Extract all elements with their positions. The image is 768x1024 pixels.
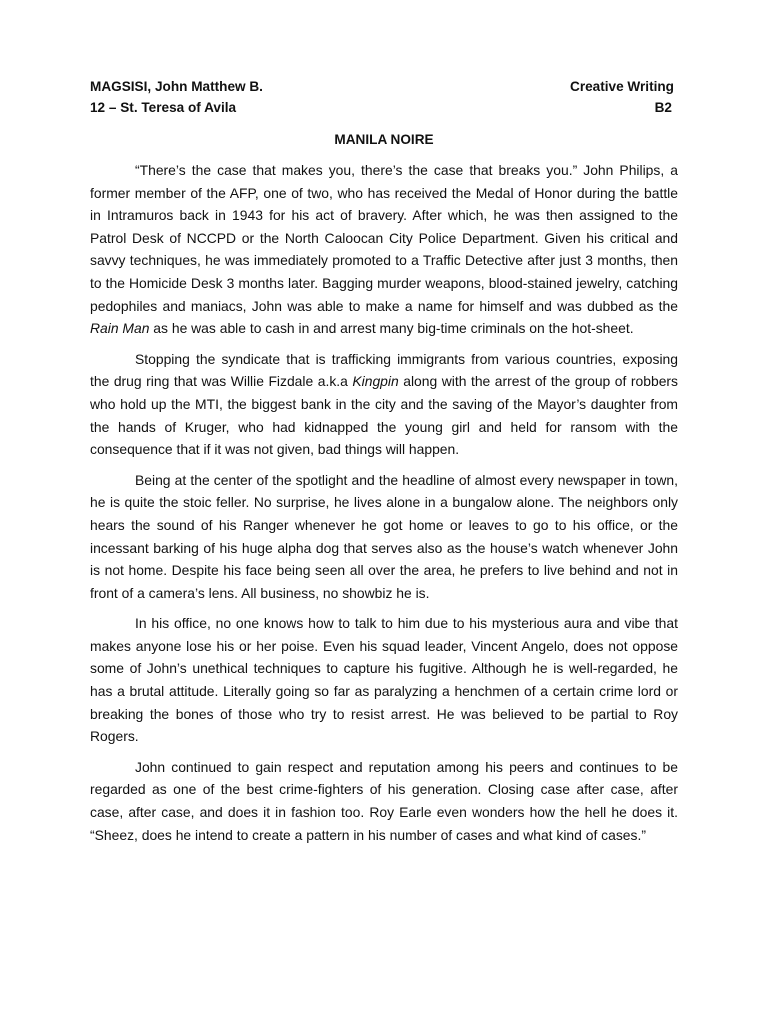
document-page [90,76,678,854]
subject-name: Creative Writing [570,79,674,94]
paragraph-5 [90,756,678,846]
paragraph-text: In his office, no one knows how to talk to him due to his mysterious aura and vibe that makes anyone lose his or her poise. Even his squad leader, Vincent Angelo, does not oppose some of John’s unethical techniques to capture his fugitive. Although he is well-regarded, he has a brutal attitude. Literally going so far as paralyzing a henchmen of a certain crime lord or breaking the bones of those who try to resist arrest. He was believed to be partial to Roy Rogers. [90,615,678,745]
document-title: MANILA NOIRE [334,132,434,147]
paragraph-italic-text: Kingpin [352,373,399,390]
paragraph-1 [90,159,678,340]
paragraph-italic-text: Rain Man [90,320,150,337]
author-name: MAGSISI, John Matthew B. [90,79,263,94]
group-code: B2 [654,100,672,115]
paragraph-text: “There’s the case that makes you, there’s the case that breaks you.” John Philips, a former member of the AFP, one of two, who has received the Medal of Honor during the battle in Intramuros back in 1943 for his act of bravery. After which, he was then assigned to the Patrol Desk of NCCPD or the North Caloocan City Police Department. Given his critical and savvy techniques, he was immediately promoted to a Traffic Detective after just 3 months, then to the Homicide Desk 3 months later. Bagging murder weapons, blood-stained jewelry, catching pedophiles and maniacs, John was able to make a name for himself and was dubbed as the [90,162,678,314]
paragraph-3 [90,469,678,605]
header-row-2 [90,97,678,118]
paragraph-text: Being at the center of the spotlight and the headline of almost every newspaper in town, he is quite the stoic feller. No surprise, he lives alone in a bungalow alone. The neighbors only hears the sound of his Ranger whenever he got home or leaves to go to his office, or the incessant barking of his huge alpha dog that serves also as the house’s watch whenever John is not home. Despite his face being seen all over the area, he prefers to live behind and not in front of a camera’s lens. All business, no showbiz he is. [90,471,678,601]
paragraph-text: as he was able to cash in and arrest many big-time criminals on the hot-sheet. [149,320,634,337]
paragraph-text: John continued to gain respect and reputation among his peers and continues to be regarded as one of the best crime-fighters of his generation. Closing case after case, after case, after case, and does it in fashion too. Roy Earle even wonders how the hell he does it. “Sheez, does he intend to create a pattern in his number of cases and what kind of cases.” [90,758,678,843]
header-row-1 [90,76,678,97]
class-section: 12 – St. Teresa of Avila [90,100,237,115]
paragraph-4 [90,612,678,748]
paragraph-text: along with the arrest of the group of robbers who hold up the MTI, the biggest bank in the city and the saving of the Mayor’s daughter from the hands of Kruger, who had kidnapped the young girl and held for ransom with the consequence that if it was not given, bad things will happen. [90,373,679,458]
paragraph-2 [90,348,678,461]
paragraph-text: Stopping the syndicate that is trafficking immigrants from various countries, exposing the drug ring that was Willie Fizdale a.k.a [90,350,678,390]
